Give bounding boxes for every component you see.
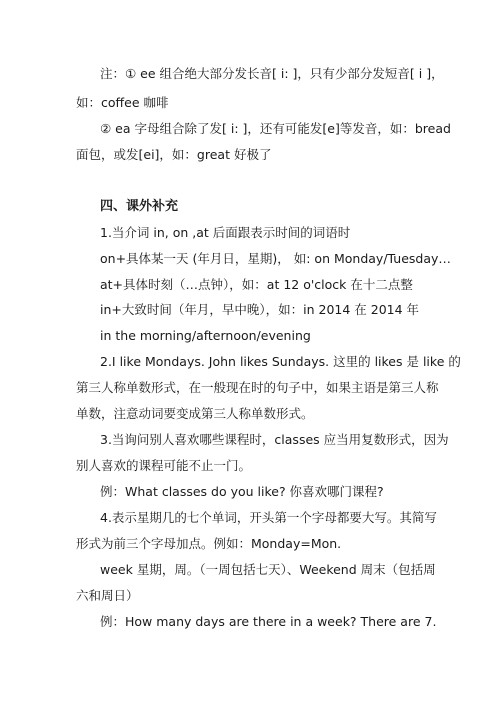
- p1-line-4: in+大致时间（年月，早中晚），如：in 2014 在 2014 年: [100, 302, 420, 317]
- p1-line-2: on+具体某一天 (年月日，星期)， 如: on Monday/Tuesday…: [100, 251, 451, 266]
- p2-line-1: 2.I like Mondays. John likes Sundays. 这里的 likes 是 like 的: [100, 354, 461, 369]
- note-line-1: 注：① ee 组合绝大部分发长音[ i: ]，只有少部分发短音[ i ]，: [100, 66, 444, 81]
- p2-line-3: 单数，注意动词要变成第三人称单数形式。: [76, 406, 314, 421]
- p4-line-3: week 星期，周。（一周包括七天）、Weekend 周末（包括周: [100, 562, 436, 577]
- p4-example: 例：How many days are there in a week? There are 7.: [100, 614, 437, 629]
- p3-line-1: 3.当询问别人喜欢哪些课程时，classes 应当用复数形式，因为: [100, 432, 449, 447]
- p4-line-2: 形式为前三个字母加点。例如：Monday=Mon.: [76, 536, 342, 551]
- p1-line-3: at+具体时刻（…点钟），如：at 12 o'clock 在十二点整: [100, 277, 413, 292]
- note-line-4: 面包，或发[ei]，如：great 好极了: [76, 147, 272, 162]
- p3-example: 例：What classes do you like? 你喜欢哪门课程?: [100, 484, 384, 499]
- p3-line-2: 别人喜欢的课程可能不止一门。: [76, 458, 252, 473]
- note-line-2: 如：coffee 咖啡: [76, 95, 169, 110]
- p1-line-1: 1.当介词 in, on ,at 后面跟表示时间的词语时: [100, 225, 351, 240]
- note-line-3: ② ea 字母组合除了发[ i: ]，还有可能发[e]等发音，如：bread: [100, 121, 451, 136]
- p4-line-4: 六和周日）: [76, 588, 139, 603]
- p1-line-5: in the morning/afternoon/evening: [100, 328, 311, 343]
- p2-line-2: 第三人称单数形式，在一般现在时的句子中，如果主语是第三人称: [76, 380, 439, 395]
- section-heading: 四、课外补充: [100, 199, 179, 214]
- p4-line-1: 4.表示星期几的七个单词，开头第一个字母都要大写。其简写: [100, 510, 437, 525]
